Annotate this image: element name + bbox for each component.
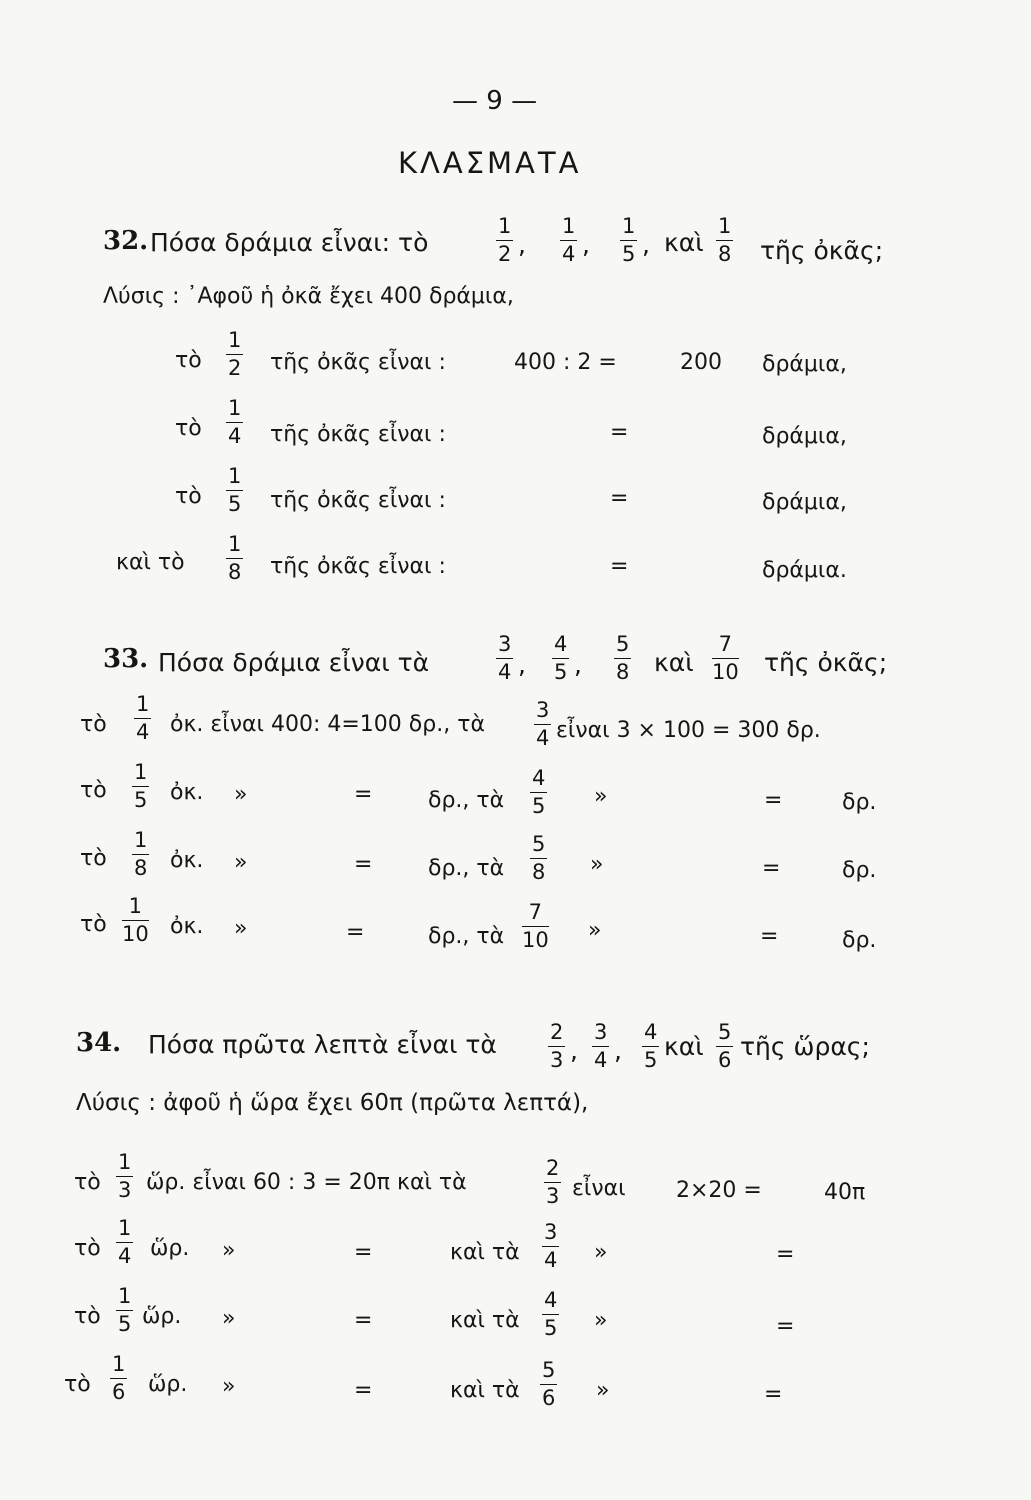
row-text: τῆς ὀκᾶς εἶναι :: [270, 350, 446, 375]
row-fraction: 1 3: [118, 1150, 132, 1202]
question-tail: τῆς ὀκᾶς;: [760, 236, 884, 265]
row-calc: =: [610, 420, 629, 445]
row-fraction: 5 8: [532, 832, 546, 884]
ditto-mark: »: [594, 1308, 608, 1333]
row-unit: ὀκ.: [170, 780, 204, 805]
question-text: Πόσα πρῶτα λεπτὰ εἶναι τὰ: [148, 1030, 497, 1059]
row-text: ὥρ. εἶναι 60 : 3 = 20π καὶ τὰ: [146, 1170, 467, 1195]
row-prefix: τὸ: [80, 912, 107, 937]
question-fraction: 3 4: [498, 632, 512, 684]
question-fraction: 4 5: [554, 632, 568, 684]
comma: ,: [518, 650, 526, 679]
row-text: δρ., τὰ: [428, 788, 505, 813]
row-text: τῆς ὀκᾶς εἶναι :: [270, 422, 446, 447]
row-result: 40π: [824, 1180, 866, 1205]
row-prefix: τὸ: [80, 778, 107, 803]
equals: =: [354, 782, 373, 807]
row-unit: δρ.: [842, 790, 877, 815]
row-prefix: τὸ: [74, 1236, 101, 1261]
comma: ,: [582, 230, 590, 259]
row-text: ὀκ. εἶναι 400: 4=100 δρ., τὰ: [170, 712, 485, 737]
row-unit: δράμια,: [762, 352, 847, 377]
solution-label: Λύσις : ἀφοῦ ἡ ὥρα ἔχει 60π (πρῶτα λεπτά),: [76, 1090, 589, 1116]
comma: ,: [574, 650, 582, 679]
row-unit: ὀκ.: [170, 914, 204, 939]
row-fraction: 1 4: [136, 692, 150, 744]
question-fraction: 5 6: [718, 1020, 732, 1072]
row-fraction: 4 5: [532, 766, 546, 818]
ditto-mark: »: [222, 1374, 236, 1399]
ditto-mark: »: [222, 1306, 236, 1331]
row-text: εἶναι 3 × 100 = 300 δρ.: [556, 718, 821, 743]
row-text: καὶ τὰ: [450, 1240, 520, 1265]
equals: =: [354, 1378, 373, 1403]
row-fraction: 3 4: [536, 698, 550, 750]
question-tail: τῆς ὥρας;: [740, 1032, 870, 1061]
ditto-mark: »: [594, 1240, 608, 1265]
comma: ,: [642, 230, 650, 259]
row-text: καὶ τὰ: [450, 1308, 520, 1333]
row-fraction: 2 3: [546, 1156, 560, 1208]
comma: ,: [518, 230, 526, 259]
row-fraction: 1 10: [122, 894, 149, 946]
row-calc: 2×20 =: [676, 1178, 762, 1203]
conjunction: καὶ: [654, 648, 694, 677]
question-fraction: 4 5: [644, 1020, 658, 1072]
equals: =: [354, 1308, 373, 1333]
equals: =: [776, 1314, 795, 1339]
row-prefix: τὸ: [175, 348, 202, 373]
question-text: Πόσα δράμια εἶναι: τὸ: [150, 228, 429, 257]
row-text: καὶ τὰ: [450, 1378, 520, 1403]
row-unit: δράμια,: [762, 424, 847, 449]
comma: ,: [570, 1036, 578, 1065]
row-calc: =: [610, 554, 629, 579]
row-prefix: τὸ: [175, 484, 202, 509]
ditto-mark: »: [590, 852, 604, 877]
equals: =: [762, 856, 781, 881]
row-prefix: τὸ: [80, 846, 107, 871]
row-unit: ὥρ.: [148, 1372, 188, 1397]
row-fraction: 1 8: [134, 828, 148, 880]
row-fraction: 1 6: [112, 1352, 126, 1404]
question-tail: τῆς ὀκᾶς;: [764, 648, 888, 677]
equals: =: [764, 1382, 783, 1407]
question-fraction: 1 8: [718, 214, 732, 266]
row-calc: 400 : 2 =: [514, 350, 617, 375]
row-prefix: τὸ: [74, 1170, 101, 1195]
ditto-mark: »: [234, 916, 248, 941]
question-fraction: 1 5: [622, 214, 636, 266]
row-text: τῆς ὀκᾶς εἶναι :: [270, 554, 446, 579]
row-unit: δράμια,: [762, 490, 847, 515]
question-fraction: 7 10: [712, 632, 739, 684]
problem-number: 32.: [103, 226, 149, 256]
question-fraction: 1 4: [562, 214, 576, 266]
question-text: Πόσα δράμια εἶναι τὰ: [158, 648, 430, 677]
row-fraction: 5 6: [542, 1358, 556, 1410]
problem-number: 34.: [76, 1028, 122, 1058]
row-fraction: 1 4: [228, 396, 242, 448]
row-fraction: 7 10: [522, 900, 549, 952]
row-fraction: 1 2: [228, 328, 242, 380]
problem-number: 33.: [103, 644, 149, 674]
page-number: — 9 —: [452, 86, 538, 116]
row-prefix: καὶ τὸ: [116, 550, 185, 575]
row-fraction: 3 4: [544, 1220, 558, 1272]
row-calc: =: [610, 486, 629, 511]
question-fraction: 3 4: [594, 1020, 608, 1072]
row-prefix: τὸ: [80, 712, 107, 737]
row-text: δρ., τὰ: [428, 924, 505, 949]
row-text: δρ., τὰ: [428, 856, 505, 881]
conjunction: καὶ: [664, 1032, 704, 1061]
equals: =: [764, 788, 783, 813]
question-fraction: 1 2: [498, 214, 512, 266]
ditto-mark: »: [596, 1378, 610, 1403]
row-unit: δρ.: [842, 858, 877, 883]
row-unit: δρ.: [842, 928, 877, 953]
row-text: τῆς ὀκᾶς εἶναι :: [270, 488, 446, 513]
row-prefix: τὸ: [175, 416, 202, 441]
comma: ,: [614, 1036, 622, 1065]
ditto-mark: »: [222, 1238, 236, 1263]
equals: =: [346, 920, 365, 945]
equals: =: [354, 1240, 373, 1265]
ditto-mark: »: [594, 784, 608, 809]
row-fraction: 1 5: [228, 464, 242, 516]
row-fraction: 1 8: [228, 532, 242, 584]
row-unit: ὀκ.: [170, 848, 204, 873]
row-fraction: 4 5: [544, 1288, 558, 1340]
row-prefix: τὸ: [74, 1304, 101, 1329]
row-unit: ὥρ.: [150, 1236, 190, 1261]
equals: =: [776, 1242, 795, 1267]
row-fraction: 1 4: [118, 1216, 132, 1268]
row-result: 200: [680, 350, 722, 375]
equals: =: [354, 852, 373, 877]
conjunction: καὶ: [664, 228, 704, 257]
row-fraction: 1 5: [118, 1284, 132, 1336]
ditto-mark: »: [234, 850, 248, 875]
row-unit: δράμια.: [762, 558, 847, 583]
row-fraction: 1 5: [134, 760, 148, 812]
question-fraction: 5 8: [616, 632, 630, 684]
row-text: εἶναι: [572, 1176, 626, 1201]
page-title: ΚΛΑΣΜΑΤΑ: [398, 146, 582, 180]
equals: =: [760, 924, 779, 949]
row-prefix: τὸ: [64, 1372, 91, 1397]
row-unit: ὥρ.: [142, 1304, 182, 1329]
question-fraction: 2 3: [550, 1020, 564, 1072]
solution-label: Λύσις : ᾿Αφοῦ ἡ ὀκᾶ ἔχει 400 δράμια,: [103, 284, 514, 309]
ditto-mark: »: [588, 918, 602, 943]
ditto-mark: »: [234, 782, 248, 807]
